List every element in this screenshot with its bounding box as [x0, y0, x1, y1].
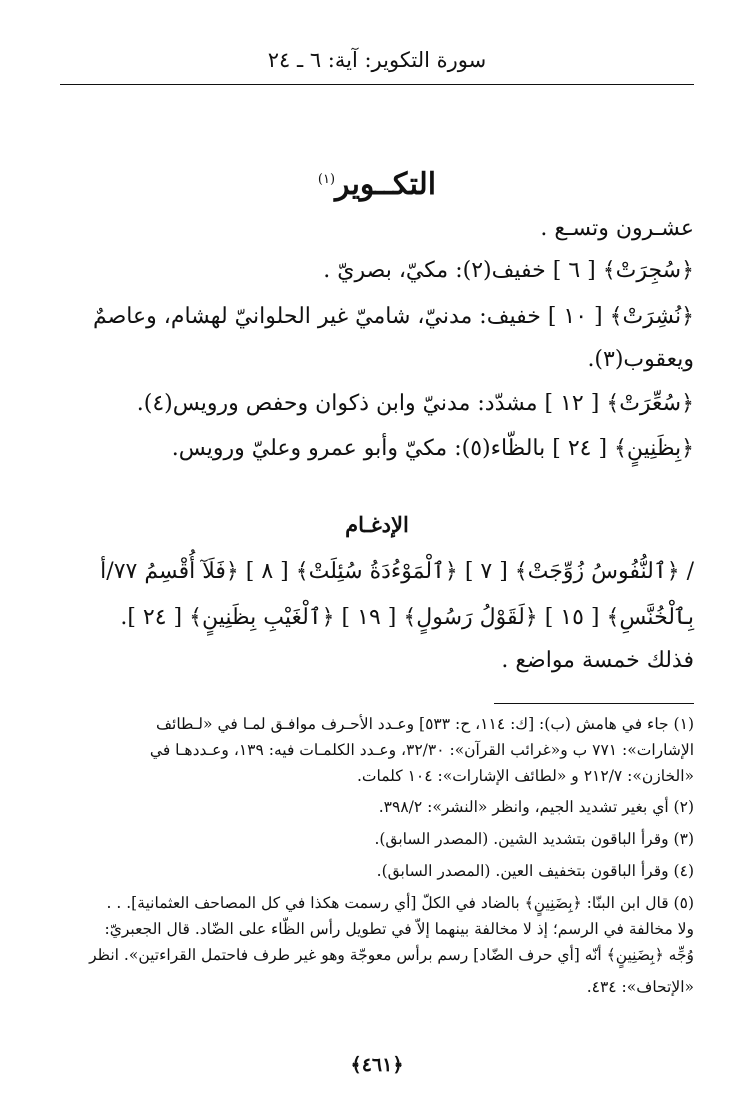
idgham-line-2: بِٱلْخُنَّسِ﴾ [ ١٥ ] ﴿لَقَوْلُ رَسُولٍ﴾ [ ١٩ ] ﴿ٱلْغَيْبِ بِظَنِينٍ﴾ [ ٢٤ ]. — [120, 605, 694, 630]
idgham-heading: الإدغـام — [345, 512, 409, 537]
verse-count-line: عشـرون وتسـع . — [540, 216, 694, 241]
footnote-5-line-3: وُجِّه ﴿بِضَنِينٍ﴾ أنّه [أي حرف الضّاد] رسم برأس معوجّة وهو غير طرف فاحتمل القراءتين». انظر — [89, 946, 694, 964]
footnote-3: (٣) وقرأ الباقون بتشديد الشين. (المصدر السابق). — [374, 830, 694, 848]
reading-line-bidhanin: ﴿بِظَنِينٍ﴾ [ ٢٤ ] بالظّاء(٥): مكيّ وأبو عمرو وعليّ ورويس. — [171, 436, 694, 461]
reading-line-sujjirat: ﴿سُجِرَتْ﴾ [ ٦ ] خفيف(٢): مكيّ، بصريّ . — [323, 258, 694, 283]
footnote-1-line-2: الإشارات»: ٧٧١ ب و«غرائب القرآن»: ٣٢/٣٠، وعـدد الكلمـات فيه: ١٣٩، وعـددهـا في — [149, 741, 694, 759]
reading-line-suirat: ﴿سُعِّرَتْ﴾ [ ١٢ ] مشدّد: مدنيّ وابن ذكوان وحفص ورويس(٤). — [136, 391, 694, 416]
footnote-5-line-2: ولا مخالفة في الرسم؛ إذ لا مخالفة بينهما إلاّ في تطويل رأس الظّاء على الضّاد. قال الجعبريّ: — [104, 920, 694, 938]
surah-title-text: التكــوير — [335, 167, 437, 202]
book-page — [60, 0, 694, 1100]
footnote-2: (٢) أي بغير تشديد الجيم، وانظر «النشر»: ٣٩٨/٢. — [378, 798, 694, 816]
footnote-5-line-4: «الإتحاف»: ٤٣٤. — [586, 978, 694, 996]
footnote-5-line-1: (٥) قال ابن البنّا: ﴿بِضَنِينٍ﴾ بالضاد في الكلّ [أي رسمت هكذا في كل المصاحف العثمانية]. . . — [106, 894, 694, 912]
footnote-ref: (١) — [317, 172, 336, 187]
idgham-summary: فذلك خمسة مواضع . — [501, 648, 694, 673]
idgham-line-1: / ﴿ٱلنُّفُوسُ زُوِّجَتْ﴾ [ ٧ ] ﴿ٱلْمَوْءُدَةُ سُئِلَتْ﴾ [ ٨ ] ﴿فَلَآ أُقْسِمُ ٧٧/أ — [100, 559, 694, 584]
surah-title — [60, 158, 694, 207]
running-head: سورة التكوير: آية: ٦ ـ ٢٤ — [267, 48, 487, 72]
page-number: ﴿٤٦١﴾ — [350, 1054, 404, 1076]
footnote-1-line-1: (١) جاء في هامش (ب): [ك: ١١٤، ح: ٥٣٣] وعـدد الأحـرف موافـق لمـا في «لـطائف — [155, 715, 694, 733]
footnote-rule — [494, 703, 694, 704]
footnote-1-line-3: «الخازن»: ٢١٢/٧ و «لطائف الإشارات»: ١٠٤ كلمات. — [356, 767, 694, 785]
reading-line-nushirat: ﴿نُشِرَتْ﴾ [ ١٠ ] خفيف: مدنيّ، شاميّ غير الحلوانيّ لهشام، وعاصمٌ — [92, 304, 694, 329]
header-rule — [60, 84, 694, 85]
reading-line-continuation: ويعقوب(٣). — [587, 347, 694, 372]
footnote-4: (٤) وقرأ الباقون بتخفيف العين. (المصدر السابق). — [376, 862, 694, 880]
